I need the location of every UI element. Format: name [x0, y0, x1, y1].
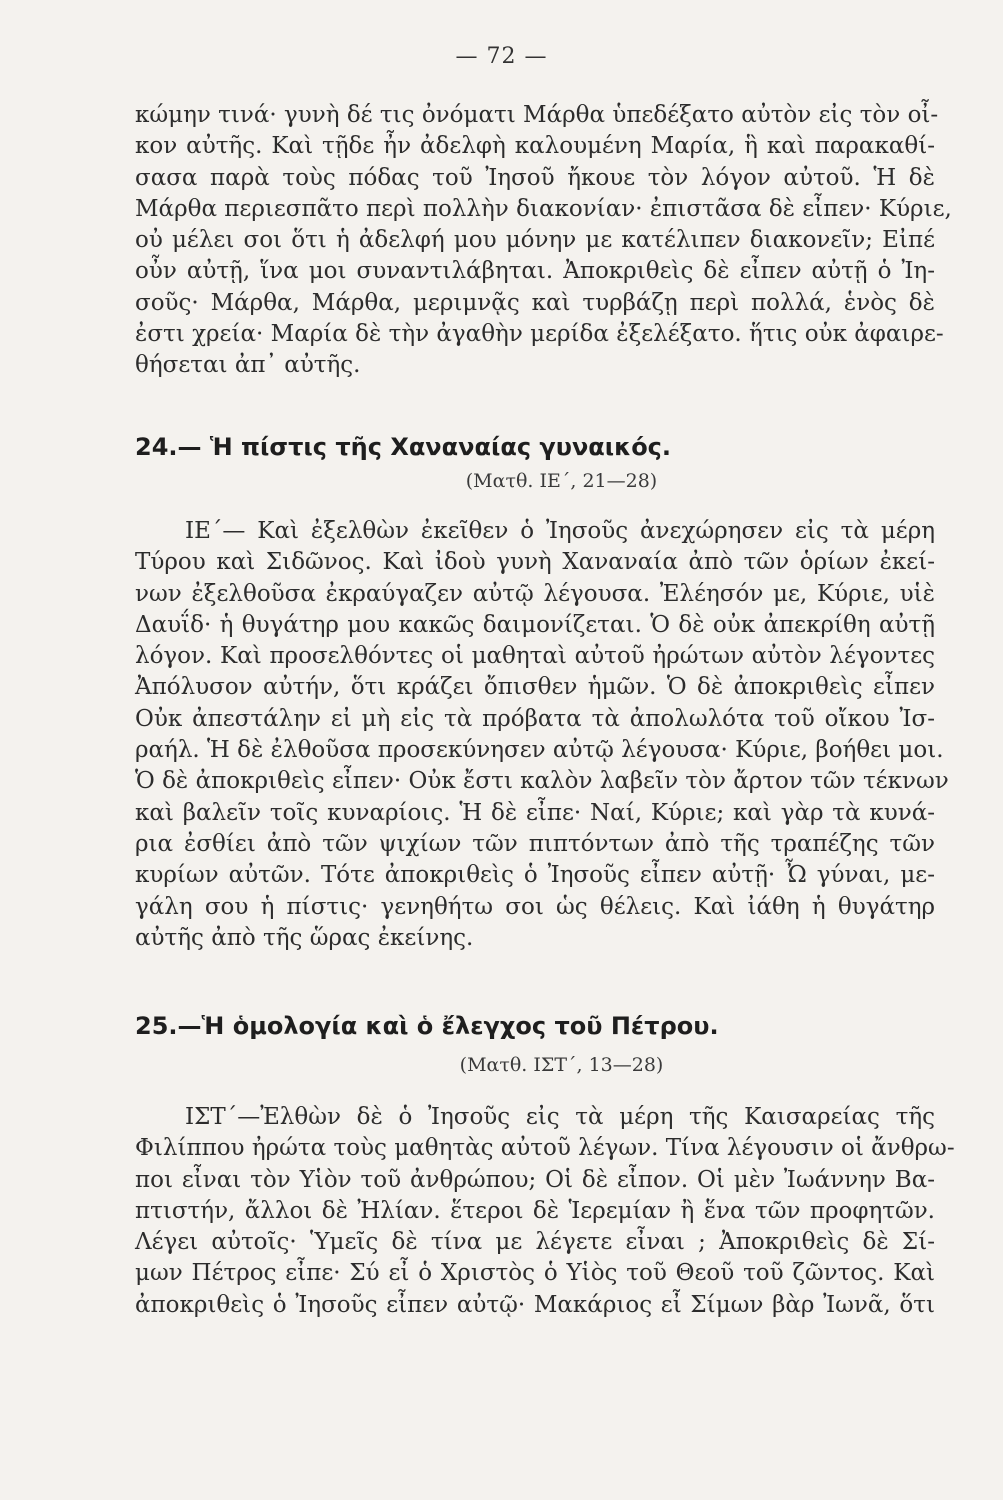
text-line: κον αὐτῆς. Καὶ τῇδε ἦν ἀδελφὴ καλουμένη Μαρία, ἣ καὶ παρακαθί-: [135, 133, 935, 160]
text-line: ραήλ. Ἡ δὲ ἐλθοῦσα προσεκύνησεν αὐτῷ λέγουσα· Κύριε, βοήθει μοι.: [135, 737, 944, 764]
section-24-body: [135, 516, 949, 954]
section-24-reference: (Ματθ. ΙΕ΄, 21—28): [465, 470, 658, 492]
text-line: οὐ μέλει σοι ὅτι ἡ ἀδελφή μου μόνην με κατέλιπεν διακονεῖν; Εἰπέ: [135, 227, 935, 254]
text-line: οὖν αὐτῇ, ἵνα μοι συναντιλάβηται. Ἀποκριθεὶς δὲ εἶπεν αὐτῇ ὁ Ἰη-: [135, 258, 935, 285]
passage-intro: [135, 100, 952, 382]
text-line: νων ἐξελθοῦσα ἐκραύγαζεν αὐτῷ λέγουσα. Ἐλέησόν με, Κύριε, υἱὲ: [135, 580, 935, 607]
text-line: Οὐκ ἀπεστάλην εἰ μὴ εἰς τὰ πρόβατα τὰ ἀπολωλότα τοῦ οἴκου Ἰσ-: [135, 705, 935, 732]
section-25-heading: 25.—Ἡ ὁμολογία καὶ ὁ ἔλεγχος τοῦ Πέτρου.: [135, 1012, 719, 1040]
text-line: Μάρθα περιεσπᾶτο περὶ πολλὴν διακονίαν· ἐπιστᾶσα δὲ εἶπεν· Κύριε,: [135, 195, 952, 222]
text-line: σασα παρὰ τοὺς πόδας τοῦ Ἰησοῦ ἤκουε τὸν λόγον αὐτοῦ. Ἡ δὲ: [135, 164, 935, 191]
text-line: κώμην τινά· γυνὴ δέ τις ὀνόματι Μάρθα ὑπεδέξατο αὐτὸν εἰς τὸν οἶ-: [135, 102, 939, 128]
text-line: μων Πέτρος εἶπε· Σύ εἶ ὁ Χριστὸς ὁ Υἱὸς τοῦ Θεοῦ τοῦ ζῶντος. Καὶ: [135, 1260, 935, 1287]
text-line: πτιστήν, ἄλλοι δὲ Ἠλίαν. ἕτεροι δὲ Ἱερεμίαν ἢ ἕνα τῶν προφητῶν.: [135, 1197, 935, 1224]
page-number: — 72 —: [455, 44, 548, 69]
text-line: Ὁ δὲ ἀποκριθεὶς εἶπεν· Οὐκ ἔστι καλὸν λαβεῖν τὸν ἄρτον τῶν τέκνων: [135, 768, 949, 795]
text-line: Λέγει αὐτοῖς· Ὑμεῖς δὲ τίνα με λέγετε εἶναι ; Ἀποκριθεὶς δὲ Σί-: [135, 1229, 935, 1256]
text-line: ποι εἶναι τὸν Υἱὸν τοῦ ἀνθρώπου; Οἱ δὲ εἶπον. Οἱ μὲν Ἰωάννην Βα-: [135, 1166, 935, 1193]
text-line: Δαυΐδ· ἡ θυγάτηρ μου κακῶς δαιμονίζεται. Ὁ δὲ οὐκ ἀπεκρίθη αὐτῇ: [135, 611, 935, 638]
text-line: ἐστι χρεία· Μαρία δὲ τὴν ἀγαθὴν μερίδα ἐξελέξατο. ἥτις οὐκ ἀφαιρε-: [135, 321, 944, 348]
text-line: σοῦς· Μάρθα, Μάρθα, μεριμνᾷς καὶ τυρβάζῃ περὶ πολλά, ἑνὸς δὲ: [135, 289, 935, 316]
text-line: ΙΕ΄— Καὶ ἐξελθὼν ἐκεῖθεν ὁ Ἰησοῦς ἀνεχώρησεν εἰς τὰ μέρη: [185, 518, 935, 544]
section-25-reference: (Ματθ. ΙΣΤ΄, 13—28): [459, 1054, 664, 1076]
text-line: θήσεται ἀπ᾽ αὐτῆς.: [135, 352, 361, 379]
section-25-body: [135, 1102, 955, 1321]
text-line: γάλη σου ἡ πίστις· γενηθήτω σοι ὡς θέλεις. Καὶ ἰάθη ἡ θυγάτηρ: [135, 893, 935, 920]
text-line: Τύρου καὶ Σιδῶνος. Καὶ ἰδοὺ γυνὴ Χαναναία ἀπὸ τῶν ὁρίων ἐκεί-: [135, 549, 935, 576]
text-line: Φιλίππου ἠρώτα τοὺς μαθητὰς αὐτοῦ λέγων. Τίνα λέγουσιν οἱ ἄνθρω-: [135, 1135, 955, 1162]
text-line: ρια ἐσθίει ἀπὸ τῶν ψιχίων τῶν πιπτόντων ἀπὸ τῆς τραπέζης τῶν: [135, 830, 935, 857]
text-line: κυρίων αὐτῶν. Τότε ἀποκριθεὶς ὁ Ἰησοῦς εἶπεν αὐτῇ· Ὦ γύναι, με-: [135, 862, 935, 889]
text-line: αὐτῆς ἀπὸ τῆς ὥρας ἐκείνης.: [135, 924, 474, 951]
text-line: ἀποκριθεὶς ὁ Ἰησοῦς εἶπεν αὐτῷ· Μακάριος εἶ Σίμων βὰρ Ἰωνᾶ, ὅτι: [135, 1291, 935, 1318]
text-line: λόγον. Καὶ προσελθόντες οἱ μαθηταὶ αὐτοῦ ἠρώτων αὐτὸν λέγοντες: [135, 643, 935, 670]
text-line: Ἀπόλυσον αὐτήν, ὅτι κράζει ὄπισθεν ἡμῶν. Ὁ δὲ ἀποκριθεὶς εἶπεν: [135, 674, 935, 701]
text-line: ΙΣΤ΄—Ἐλθὼν δὲ ὁ Ἰησοῦς εἰς τὰ μέρη τῆς Καισαρείας τῆς: [185, 1104, 935, 1130]
text-line: καὶ βαλεῖν τοῖς κυναρίοις. Ἡ δὲ εἶπε· Ναί, Κύριε; καὶ γὰρ τὰ κυνά-: [135, 799, 935, 826]
section-24-heading: 24.— Ἡ πίστις τῆς Χαναναίας γυναικός.: [135, 433, 672, 461]
